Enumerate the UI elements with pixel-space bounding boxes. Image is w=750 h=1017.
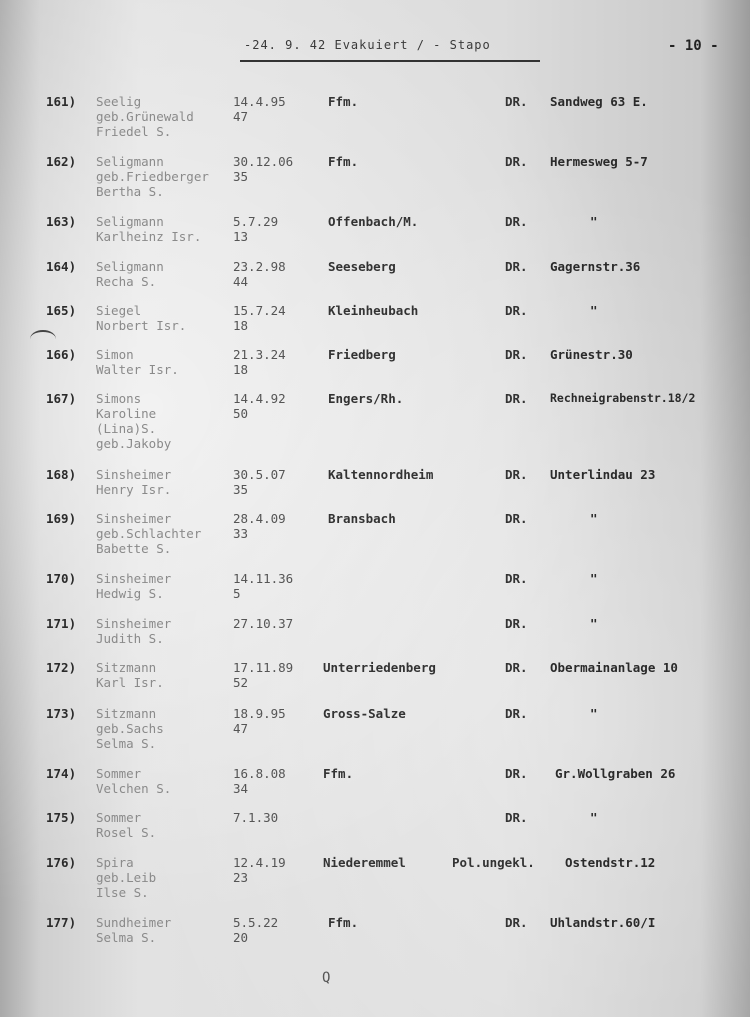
entry-address: Rechneigrabenstr.18/2	[550, 391, 696, 405]
entry-number: 164)	[46, 259, 77, 274]
entry-status: DR.	[505, 571, 528, 586]
entry-birthdate-age: 28.4.09 33	[233, 511, 286, 541]
entry-address: Grünestr.30	[550, 347, 633, 362]
entry-name: Seligmann Karlheinz Isr.	[96, 214, 202, 244]
entry-place: Engers/Rh.	[328, 391, 404, 406]
entry-number: 174)	[46, 766, 77, 781]
entry-status: Pol.ungekl.	[452, 855, 535, 870]
entry-status: DR.	[505, 511, 528, 526]
entry-address: Uhlandstr.60/I	[550, 915, 656, 930]
entry-number: 177)	[46, 915, 77, 930]
entry-address: "	[590, 706, 598, 721]
header-underline	[240, 60, 540, 62]
entry-place: Kleinheubach	[328, 303, 419, 318]
entry-address: Unterlindau 23	[550, 467, 656, 482]
entry-place: Unterriedenberg	[323, 660, 436, 675]
entry-address: "	[590, 214, 598, 229]
entry-place: Friedberg	[328, 347, 396, 362]
entry-name: Sinsheimer Hedwig S.	[96, 571, 172, 601]
entry-address: "	[590, 616, 598, 631]
entry-place: Ffm.	[328, 154, 359, 169]
entry-birthdate-age: 30.5.07 35	[233, 467, 286, 497]
entry-place: Seeseberg	[328, 259, 396, 274]
entry-name: Sinsheimer Judith S.	[96, 616, 172, 646]
entry-number: 170)	[46, 571, 77, 586]
entry-number: 175)	[46, 810, 77, 825]
page-header: -24. 9. 42 Evakuiert / - Stapo	[244, 38, 491, 52]
entry-number: 165)	[46, 303, 77, 318]
entry-birthdate-age: 5.5.22 20	[233, 915, 279, 945]
entry-number: 167)	[46, 391, 77, 406]
entry-birthdate-age: 7.1.30	[233, 810, 279, 825]
entry-name: Siegel Norbert Isr.	[96, 303, 187, 333]
entry-birthdate-age: 14.11.36 5	[233, 571, 294, 601]
entry-birthdate-age: 14.4.92 50	[233, 391, 286, 421]
entry-name: Simon Walter Isr.	[96, 347, 179, 377]
entry-status: DR.	[505, 214, 528, 229]
entry-number: 171)	[46, 616, 77, 631]
entry-name: Sitzmann geb.Sachs Selma S.	[96, 706, 164, 751]
entry-status: DR.	[505, 391, 528, 406]
entry-status: DR.	[505, 766, 528, 781]
entry-birthdate-age: 21.3.24 18	[233, 347, 286, 377]
entry-name: Sitzmann Karl Isr.	[96, 660, 164, 690]
entry-birthdate-age: 27.10.37	[233, 616, 294, 631]
entry-address: Sandweg 63 E.	[550, 94, 648, 109]
entry-address: "	[590, 303, 598, 318]
entry-number: 162)	[46, 154, 77, 169]
entry-status: DR.	[505, 154, 528, 169]
entry-place: Ffm.	[328, 915, 359, 930]
footer-mark: Q	[322, 970, 331, 986]
entry-status: DR.	[505, 616, 528, 631]
entry-address: "	[590, 571, 598, 586]
entry-place: Offenbach/M.	[328, 214, 419, 229]
entry-birthdate-age: 30.12.06 35	[233, 154, 294, 184]
margin-mark-icon	[30, 330, 56, 348]
entry-place: Gross-Salze	[323, 706, 406, 721]
entry-name: Seligmann Recha S.	[96, 259, 164, 289]
entry-number: 172)	[46, 660, 77, 675]
entry-birthdate-age: 5.7.29 13	[233, 214, 279, 244]
entry-status: DR.	[505, 347, 528, 362]
entry-name: Seelig geb.Grünewald Friedel S.	[96, 94, 194, 139]
entry-status: DR.	[505, 810, 528, 825]
entry-name: Simons Karoline (Lina)S. geb.Jakoby	[96, 391, 172, 451]
entry-number: 169)	[46, 511, 77, 526]
entry-birthdate-age: 16.8.08 34	[233, 766, 286, 796]
entry-birthdate-age: 15.7.24 18	[233, 303, 286, 333]
entry-name: Sommer Rosel S.	[96, 810, 157, 840]
entry-address: "	[590, 810, 598, 825]
entry-place: Niederemmel	[323, 855, 406, 870]
entry-address: "	[590, 511, 598, 526]
entry-birthdate-age: 23.2.98 44	[233, 259, 286, 289]
entry-address: Ostendstr.12	[565, 855, 656, 870]
entry-birthdate-age: 18.9.95 47	[233, 706, 286, 736]
entry-name: Spira geb.Leib Ilse S.	[96, 855, 157, 900]
entry-address: Gr.Wollgraben 26	[555, 766, 676, 781]
entry-status: DR.	[505, 303, 528, 318]
entry-status: DR.	[505, 706, 528, 721]
entry-place: Kaltennordheim	[328, 467, 434, 482]
entry-address: Hermesweg 5-7	[550, 154, 648, 169]
entry-place: Ffm.	[328, 94, 359, 109]
entry-number: 163)	[46, 214, 77, 229]
entry-number: 161)	[46, 94, 77, 109]
page-number: - 10 -	[668, 38, 719, 54]
entry-status: DR.	[505, 660, 528, 675]
entry-status: DR.	[505, 94, 528, 109]
entry-status: DR.	[505, 915, 528, 930]
entry-birthdate-age: 12.4.19 23	[233, 855, 286, 885]
entry-birthdate-age: 14.4.95 47	[233, 94, 286, 124]
entry-name: Seligmann geb.Friedberger Bertha S.	[96, 154, 209, 199]
entry-name: Sinsheimer Henry Isr.	[96, 467, 172, 497]
entry-number: 166)	[46, 347, 77, 362]
entry-birthdate-age: 17.11.89 52	[233, 660, 294, 690]
entry-place: Ffm.	[323, 766, 354, 781]
entry-name: Sinsheimer geb.Schlachter Babette S.	[96, 511, 202, 556]
entry-name: Sommer Velchen S.	[96, 766, 172, 796]
entry-number: 173)	[46, 706, 77, 721]
entry-number: 176)	[46, 855, 77, 870]
entry-number: 168)	[46, 467, 77, 482]
entry-status: DR.	[505, 467, 528, 482]
entry-status: DR.	[505, 259, 528, 274]
entry-address: Gagernstr.36	[550, 259, 641, 274]
entry-name: Sundheimer Selma S.	[96, 915, 172, 945]
entry-address: Obermainanlage 10	[550, 660, 678, 675]
entry-place: Bransbach	[328, 511, 396, 526]
